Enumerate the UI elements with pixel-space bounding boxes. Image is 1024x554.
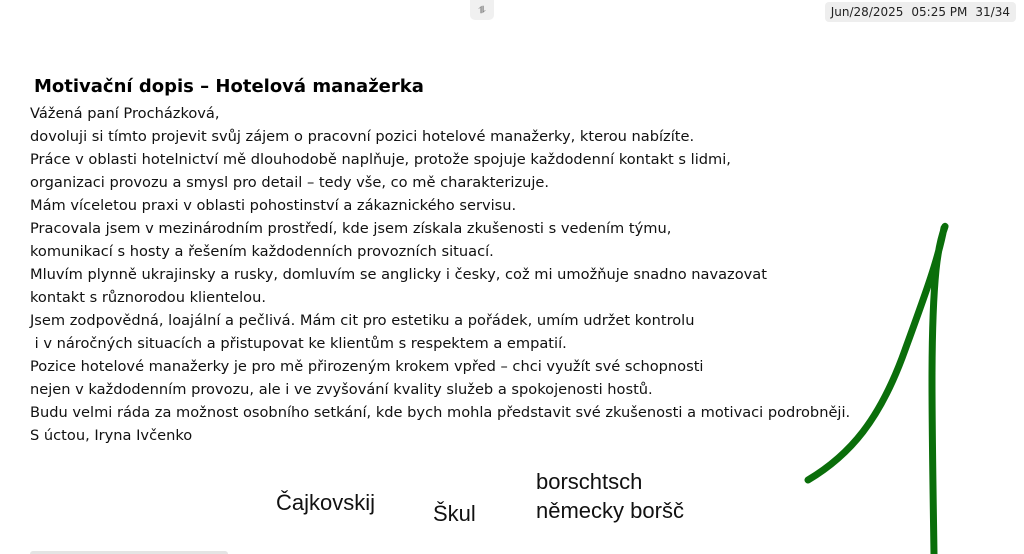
page-counter: 31/34 <box>975 5 1010 19</box>
document-title: Motivační dopis – Hotelová manažerka <box>34 76 424 97</box>
status-time: 05:25 PM <box>911 5 968 19</box>
document-line: S úctou, Iryna Ivčenko <box>30 427 193 444</box>
handwritten-note-borsch-german: německy boršč <box>536 498 684 523</box>
status-date: Jun/28/2025 <box>830 5 904 19</box>
document-line: Vážená paní Procházková, <box>30 105 220 122</box>
document-line: Mluvím plynně ukrajinsky a rusky, domluvím se anglicky i česky, což mi umožňuje snadno navazovat <box>30 266 767 283</box>
document-line: i v náročných situacích a přistupovat ke klientům s respektem a empatií. <box>30 335 567 352</box>
handwritten-note-skul: Škul <box>433 501 476 526</box>
expand-handle[interactable] <box>470 0 494 20</box>
document-line: Pracovala jsem v mezinárodním prostředí, kde jsem získala zkušenosti s vedením týmu, <box>30 220 672 237</box>
document-line: komunikací s hosty a řešením každodenních provozních situací. <box>30 243 494 260</box>
handwritten-note-borschtsch: borschtsch <box>536 469 643 494</box>
document-line: Jsem zodpovědná, loajální a pečlivá. Mám cit pro estetiku a pořádek, umím udržet kontrolu <box>30 312 695 329</box>
document-line: Mám víceletou praxi v oblasti pohostinství a zákaznického servisu. <box>30 197 517 214</box>
handwritten-note-tchaikovsky: Čajkovskij <box>276 490 376 515</box>
document-line: nejen v každodenním provozu, ale i ve zvyšování kvality služeb a spokojenosti hostů. <box>30 381 653 398</box>
document-line: kontakt s různorodou klientelou. <box>30 289 266 306</box>
document-line: Pozice hotelové manažerky je pro mě přirozeným krokem vpřed – chci využít své schopnosti <box>30 358 704 375</box>
document-line: Práce v oblasti hotelnictví mě dlouhodobě naplňuje, protože spojuje každodenní kontakt s lidmi, <box>30 151 731 168</box>
document-line: Budu velmi ráda za možnost osobního setkání, kde bych mohla představit své zkušenosti a motivaci podrobněji. <box>30 404 851 421</box>
expand-vertical-icon: ⥮ <box>478 4 486 16</box>
document-line: dovoluji si tímto projevit svůj zájem o pracovní pozici hotelové manažerky, kterou nabízíte. <box>30 128 695 145</box>
status-bar <box>825 2 1016 22</box>
document-body <box>30 102 910 447</box>
document-line: organizaci provozu a smysl pro detail – tedy vše, co mě charakterizuje. <box>30 174 550 191</box>
